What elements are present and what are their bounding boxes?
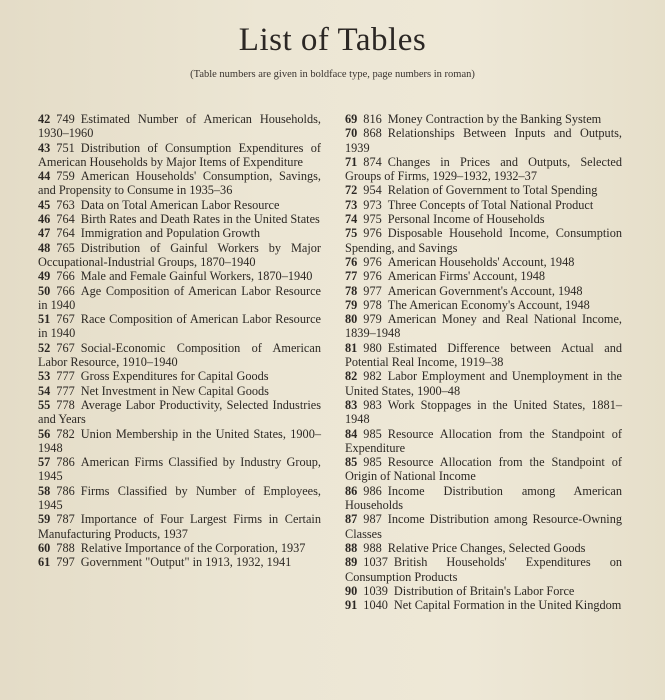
table-description: Union Membership in the United States, 1900–1948 [38, 426, 321, 455]
table-number: 90 [345, 583, 358, 598]
page-number: 764 [56, 226, 75, 241]
table-description: Birth Rates and Death Rates in the United States [80, 212, 320, 227]
page-number: 1037 [363, 555, 388, 570]
page-number: 987 [363, 512, 382, 527]
table-description: Labor Employment and Unemployment in the United States, 1900–48 [345, 369, 622, 398]
table-entry [345, 155, 622, 184]
page-number: 816 [363, 112, 382, 126]
table-number: 60 [38, 540, 51, 555]
table-description: Importance of Four Largest Firms in Certain Manufacturing Products, 1937 [38, 512, 321, 541]
table-description: Three Concepts of Total National Product [387, 197, 594, 212]
table-entry [38, 555, 321, 569]
page-number: 868 [363, 126, 382, 141]
table-entry [38, 284, 321, 313]
page-number: 874 [363, 154, 382, 169]
page-number: 978 [363, 297, 382, 312]
table-description: The American Economy's Account, 1948 [387, 297, 590, 312]
table-number: 47 [38, 226, 51, 241]
table-entry [38, 269, 321, 283]
table-description: Race Composition of American Labor Resource in 1940 [38, 312, 321, 341]
table-number: 85 [345, 455, 358, 470]
page-number: 979 [363, 312, 382, 327]
table-description: Relative Importance of the Corporation, 1937 [80, 540, 306, 555]
page-number: 765 [56, 240, 75, 255]
table-number: 88 [345, 540, 358, 555]
table-entry [345, 427, 622, 456]
table-number: 53 [38, 369, 51, 384]
table-entry [38, 484, 321, 513]
table-entry [38, 198, 321, 212]
page-number: 786 [56, 455, 75, 470]
table-number: 76 [345, 254, 358, 269]
table-entry [345, 598, 622, 612]
table-description: Personal Income of Households [387, 212, 545, 227]
table-entry [345, 183, 622, 197]
table-entry [345, 484, 622, 513]
table-description: Income Distribution among American Households [345, 483, 622, 513]
page-number: 749 [56, 112, 75, 126]
table-number: 80 [345, 312, 358, 327]
table-entry [38, 512, 321, 541]
page-number: 1040 [363, 598, 388, 613]
page-number: 988 [363, 540, 382, 555]
table-entry [38, 369, 321, 383]
table-description: American Households' Consumption, Savings, and Propensity to Consume in 1935–36 [38, 169, 321, 198]
table-number: 45 [38, 197, 51, 212]
table-entry [38, 241, 321, 270]
table-description: Net Capital Formation in the United Kingdom [393, 598, 622, 613]
table-entry [345, 341, 622, 370]
table-number: 61 [38, 555, 51, 570]
table-number: 84 [345, 426, 358, 441]
page-number: 767 [56, 340, 75, 355]
table-entry [345, 212, 622, 226]
table-number: 71 [345, 154, 358, 169]
table-entry [38, 212, 321, 226]
table-description: Relation of Government to Total Spending [387, 183, 598, 198]
table-description: Estimated Number of American Households, 1930–1960 [38, 112, 321, 141]
table-number: 46 [38, 212, 51, 227]
page-number: 767 [56, 312, 75, 327]
page-number: 759 [56, 169, 75, 184]
table-description: British Households' Expenditures on Consumption Products [345, 555, 622, 584]
page-number: 778 [56, 397, 75, 412]
table-entry [345, 112, 622, 126]
table-description: American Households' Account, 1948 [387, 254, 575, 269]
table-number: 59 [38, 512, 51, 527]
table-entry [38, 226, 321, 240]
table-number: 42 [38, 112, 51, 126]
page-number: 786 [56, 483, 75, 498]
page-number: 954 [363, 183, 382, 198]
right-column [345, 112, 622, 612]
page-number: 983 [363, 397, 382, 412]
table-number: 75 [345, 226, 358, 241]
table-number: 86 [345, 483, 358, 498]
table-number: 87 [345, 512, 358, 527]
table-entry [345, 541, 622, 555]
table-entry [345, 269, 622, 283]
table-number: 89 [345, 555, 358, 570]
table-entry [38, 169, 321, 198]
table-number: 54 [38, 383, 51, 398]
table-number: 57 [38, 455, 51, 470]
table-number: 48 [38, 240, 51, 255]
table-entry [38, 112, 321, 141]
table-entry [38, 427, 321, 456]
table-number: 50 [38, 283, 51, 298]
page-number: 980 [363, 340, 382, 355]
table-description: Male and Female Gainful Workers, 1870–1940 [80, 269, 313, 284]
page-number: 985 [363, 455, 382, 470]
table-entry [345, 284, 622, 298]
page-number: 788 [56, 540, 75, 555]
table-number: 73 [345, 197, 358, 212]
table-number: 49 [38, 269, 51, 284]
table-entry [345, 226, 622, 255]
table-description: Gross Expenditures for Capital Goods [80, 369, 269, 384]
page-number: 976 [363, 269, 382, 284]
table-entry [345, 584, 622, 598]
table-description: Net Investment in New Capital Goods [80, 383, 269, 398]
table-description: Average Labor Productivity, Selected Industries and Years [38, 397, 321, 427]
table-description: Resource Allocation from the Standpoint of Origin of National Income [345, 455, 622, 484]
table-description: Firms Classified by Number of Employees, 1945 [38, 483, 321, 513]
table-description: American Firms Classified by Industry Group, 1945 [38, 455, 321, 484]
table-description: Relative Price Changes, Selected Goods [387, 540, 586, 555]
table-number: 44 [38, 169, 51, 184]
page-subtitle: (Table numbers are given in boldface type, page numbers in roman) [190, 69, 475, 80]
table-number: 52 [38, 340, 51, 355]
table-entry [345, 198, 622, 212]
table-number: 70 [345, 126, 358, 141]
table-number: 83 [345, 397, 358, 412]
table-description: Age Composition of American Labor Resource in 1940 [38, 283, 321, 312]
table-number: 58 [38, 483, 51, 498]
table-description: Money Contraction by the Banking System [387, 112, 602, 126]
page-number: 1039 [363, 583, 388, 598]
page-number: 977 [363, 283, 382, 298]
table-entry [345, 312, 622, 341]
page-number: 976 [363, 226, 382, 241]
table-number: 77 [345, 269, 358, 284]
table-entry [345, 555, 622, 584]
page-number: 764 [56, 212, 75, 227]
table-description: Government "Output" in 1913, 1932, 1941 [80, 555, 292, 570]
table-description: Resource Allocation from the Standpoint of Expenditure [345, 426, 622, 455]
table-entry [38, 541, 321, 555]
table-number: 55 [38, 397, 51, 412]
page-number: 985 [363, 426, 382, 441]
table-number: 91 [345, 598, 358, 613]
table-number: 82 [345, 369, 358, 384]
table-entry [345, 398, 622, 427]
table-entry [38, 141, 321, 170]
table-description: Relationships Between Inputs and Outputs, 1939 [345, 126, 622, 155]
page-number: 986 [363, 483, 382, 498]
table-entry [38, 312, 321, 341]
table-entry [345, 455, 622, 484]
page-number: 975 [363, 212, 382, 227]
table-entry [38, 455, 321, 484]
page-number: 766 [56, 269, 75, 284]
table-description: Estimated Difference between Actual and Potential Real Income, 1919–38 [345, 340, 622, 370]
left-column [38, 112, 321, 570]
table-number: 43 [38, 140, 51, 155]
page-number: 797 [56, 555, 75, 570]
table-number: 74 [345, 212, 358, 227]
table-description: Disposable Household Income, Consumption Spending, and Savings [345, 226, 622, 255]
table-entry [345, 512, 622, 541]
table-number: 72 [345, 183, 358, 198]
page-number: 777 [56, 369, 75, 384]
page-number: 782 [56, 426, 75, 441]
page-number: 763 [56, 197, 75, 212]
table-number: 81 [345, 340, 358, 355]
table-description: American Government's Account, 1948 [387, 283, 583, 298]
table-entry [345, 369, 622, 398]
table-entry [345, 126, 622, 155]
table-description: American Money and Real National Income, 1839–1948 [345, 312, 622, 341]
page-title: List of Tables [238, 22, 427, 58]
page-number: 787 [56, 512, 75, 527]
table-description: Distribution of Consumption Expenditures of American Households by Major Items of Expenditure [38, 140, 321, 169]
table-number: 79 [345, 297, 358, 312]
table-number: 69 [345, 112, 358, 126]
page-number: 777 [56, 383, 75, 398]
table-number: 78 [345, 283, 358, 298]
table-number: 56 [38, 426, 51, 441]
table-description: Immigration and Population Growth [80, 226, 261, 241]
table-description: Work Stoppages in the United States, 1881–1948 [345, 397, 622, 427]
table-entry [38, 398, 321, 427]
table-entry [38, 384, 321, 398]
table-description: Distribution of Gainful Workers by Major Occupational-Industrial Groups, 1870–1940 [38, 240, 321, 269]
table-number: 51 [38, 312, 51, 327]
page-number: 976 [363, 254, 382, 269]
table-entry [38, 341, 321, 370]
table-description: Social-Economic Composition of American Labor Resource, 1910–1940 [38, 340, 321, 370]
table-entry [345, 255, 622, 269]
table-description: Distribution of Britain's Labor Force [393, 583, 575, 598]
table-description: Changes in Prices and Outputs, Selected Groups of Firms, 1929–1932, 1932–37 [345, 154, 622, 184]
page-number: 973 [363, 197, 382, 212]
table-description: American Firms' Account, 1948 [387, 269, 546, 284]
page-number: 982 [363, 369, 382, 384]
page-number: 766 [56, 283, 75, 298]
table-description: Income Distribution among Resource-Owning Classes [345, 512, 622, 541]
table-entry [345, 298, 622, 312]
page-number: 751 [56, 140, 75, 155]
table-description: Data on Total American Labor Resource [80, 197, 280, 212]
